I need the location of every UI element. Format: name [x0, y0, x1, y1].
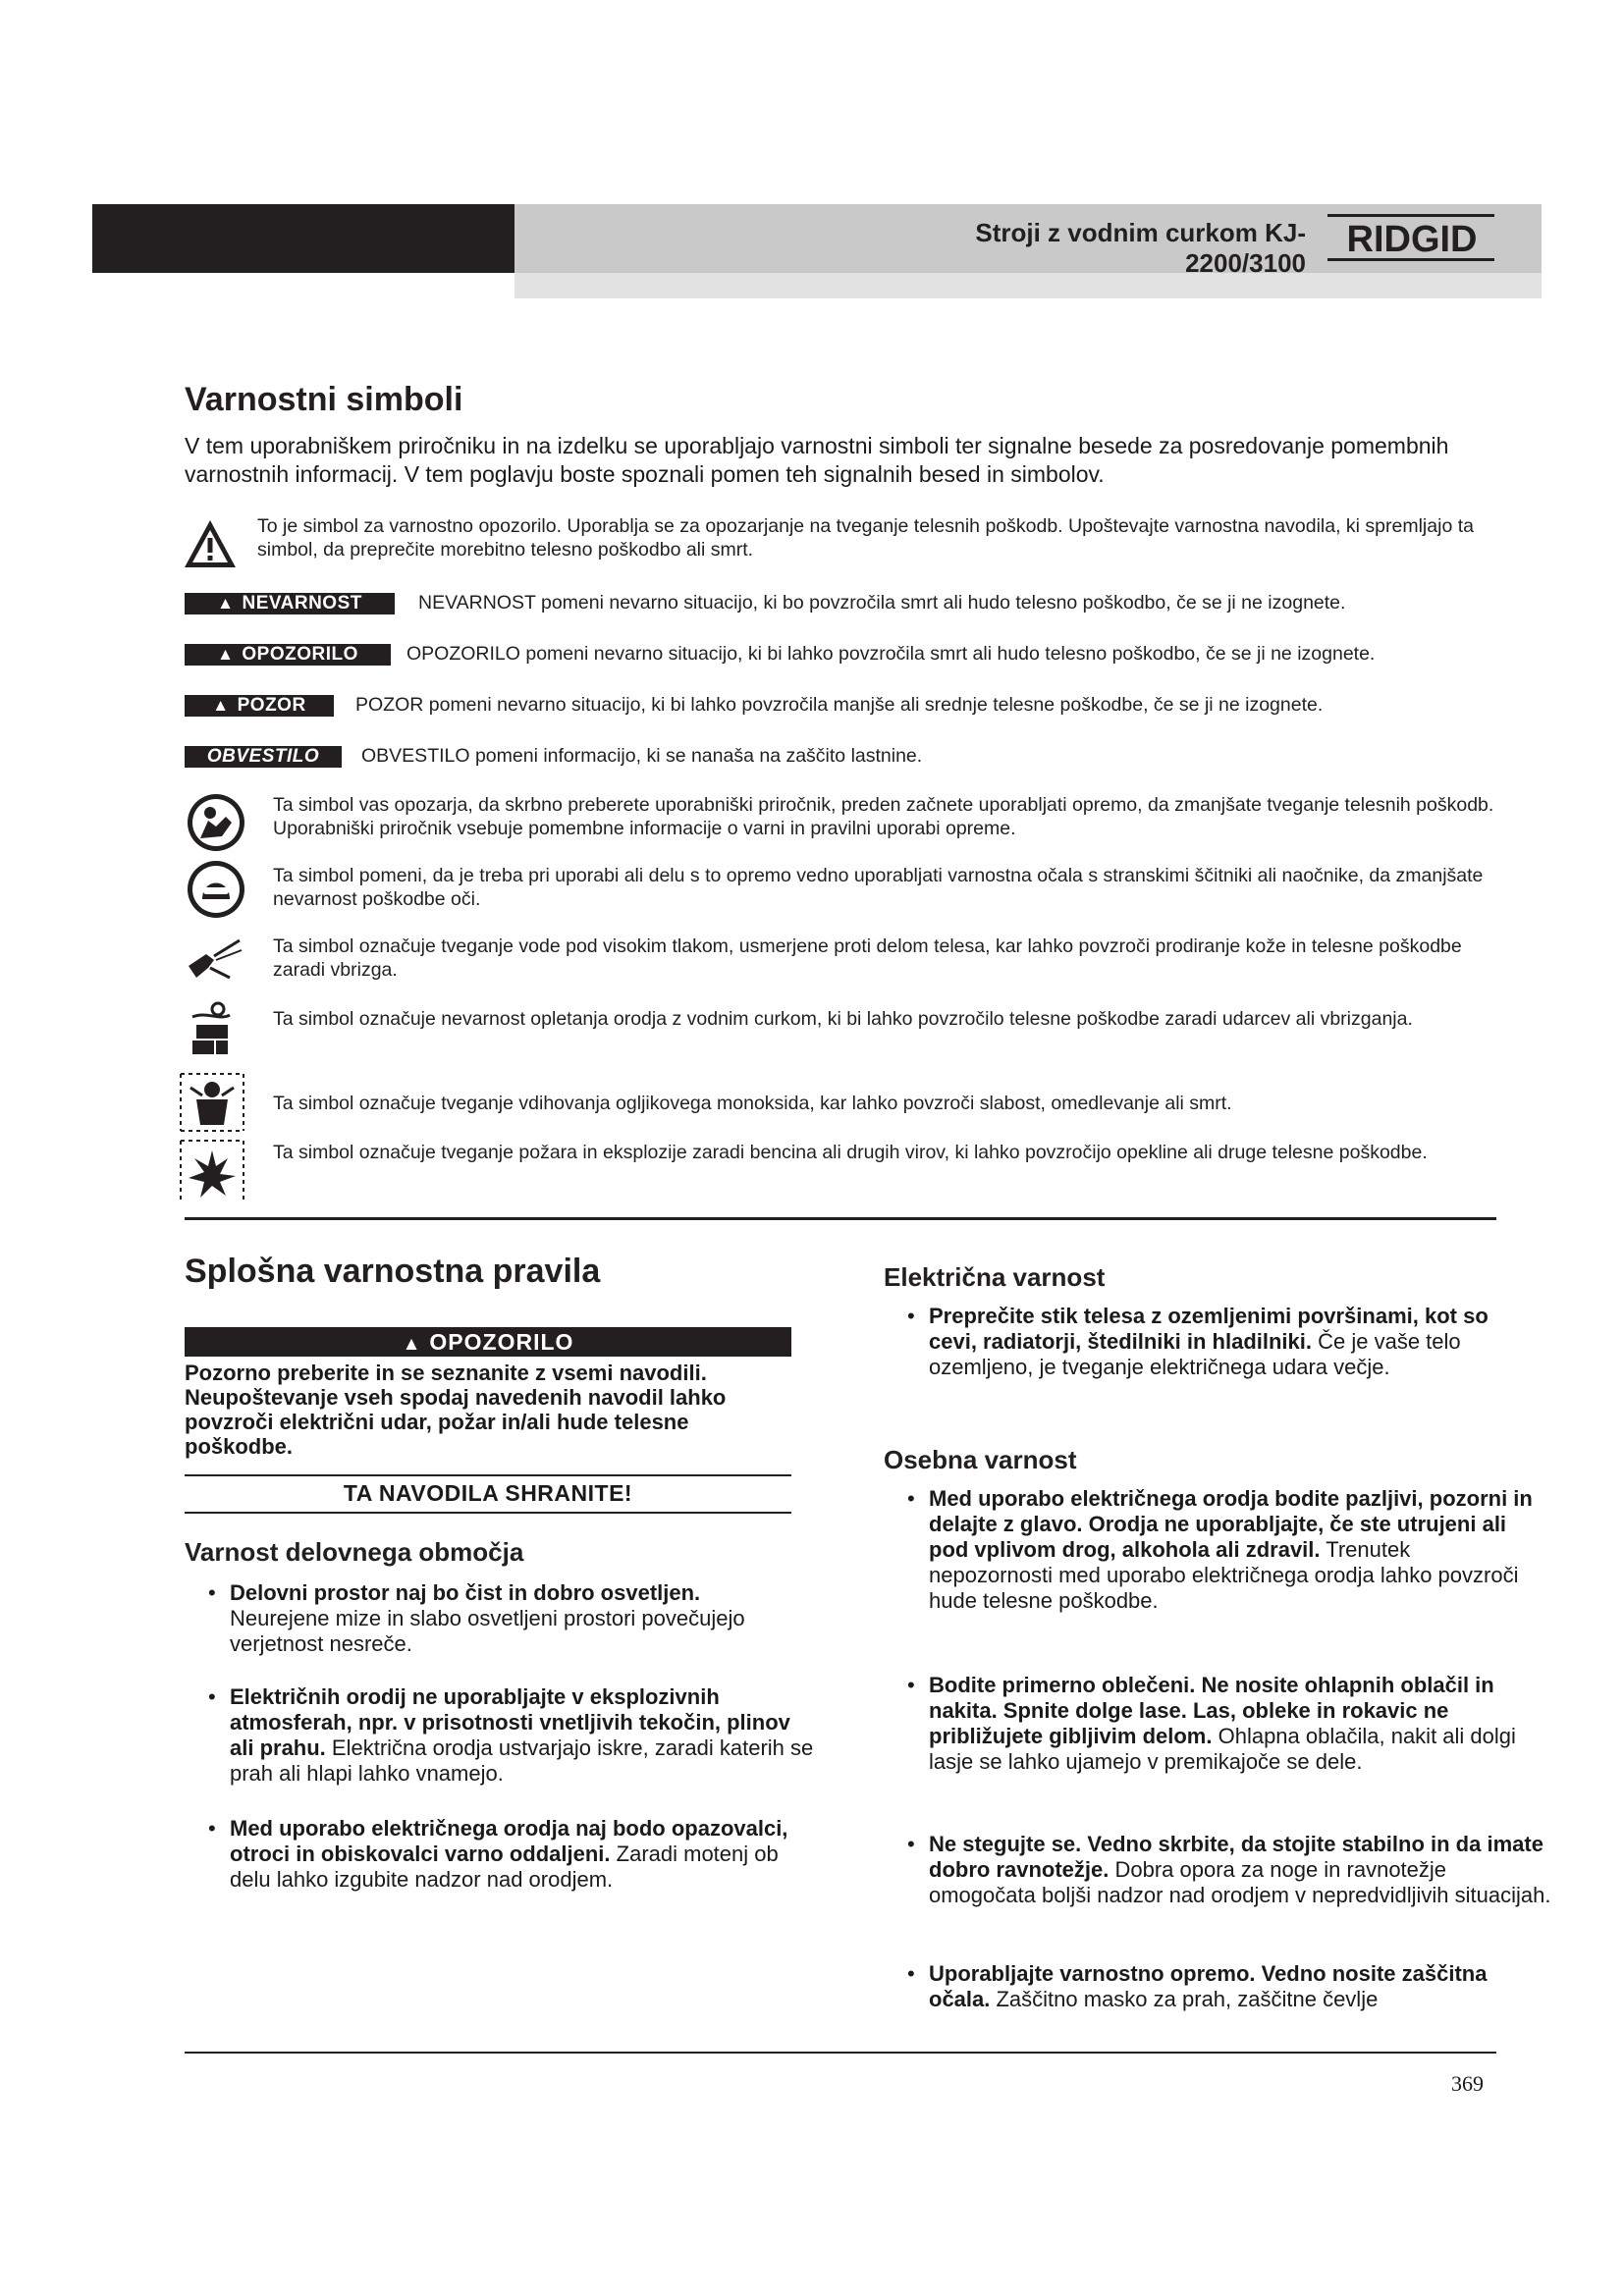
signal-caution-label: ▲ POZOR: [185, 695, 334, 717]
footer-divider: [185, 2052, 1496, 2054]
warning-triangle-icon: ▲: [217, 594, 235, 613]
signal-notice-text: OBVESTILO pomeni informacijo, ki se nanaša na zaščito lastnine.: [361, 745, 923, 767]
safety-symbols-heading: Varnostni simboli: [185, 381, 463, 418]
general-rules-heading: Splošna varnostna pravila: [185, 1253, 601, 1290]
carbon-monoxide-text: Ta simbol označuje tveganje vdihovanja ogljikovega monoksida, kar lahko povzroči slabost, omedlevanje ali smrt.: [273, 1093, 1232, 1114]
warning-triangle-icon: [183, 518, 238, 569]
list-item: • Med uporabo električnega orodja naj bodo opazovalci, otroci in obiskovalci varno oddaljeni. Zaradi motenj ob delu lahko izgubite nadzor nad orodjem.: [208, 1816, 788, 1892]
warning-triangle-icon: ▲: [217, 645, 235, 664]
whipping-hose-icon: [187, 1001, 242, 1058]
warning-triangle-icon: ▲: [402, 1334, 422, 1355]
signal-danger-label: ▲ NEVARNOST: [185, 593, 395, 614]
high-pressure-water-text: Ta simbol označuje tveganje vode pod visokim tlakom, usmerjene proti delom telesa, kar lahko povzroči prodiranje kože in telesne poškodbe zaradi vbrizga.: [273, 935, 1462, 981]
electrical-heading: Električna varnost: [884, 1262, 1106, 1292]
whipping-hose-text: Ta simbol označuje nevarnost opletanja orodja z vodnim curkom, ki bi lahko povzročilo telesne poškodbe zaradi udarcev ali vbrizganja.: [273, 1008, 1413, 1030]
safety-glasses-text: Ta simbol pomeni, da je treba pri uporabi ali delu s to opremo vedno uporabljati varnostna očala s stranskimi ščitniki ali naočnike, da zmanjšate nevarnost poškodbe oči.: [273, 865, 1484, 910]
safety-symbols-intro: V tem uporabniškem priročniku in na izdelku se uporabljajo varnostni simboli ter signalne besede za posredovanje pomembnih varnostnih informacij. V tem poglavju boste spoznali pomen teh signalnih besed in simbolov.: [185, 433, 1449, 487]
list-item: • Uporabljajte varnostno opremo. Vedno nosite zaščitna očala. Zaščitno masko za prah, zaščitne čevlje: [907, 1961, 1488, 2011]
signal-warning-label: ▲ OPOZORILO: [185, 644, 391, 666]
document-title: Stroji z vodnim curkom KJ-2200/3100: [975, 218, 1306, 278]
list-item: • Preprečite stik telesa z ozemljenimi površinami, kot so cevi, radiatorji, štedilniki in hladilniki. Če je vaše telo ozemljeno, je tveganje električnega udara večje.: [907, 1304, 1489, 1379]
list-item: • Med uporabo električnega orodja bodite pazljivi, pozorni in delajte z glavo. Orodja ne uporabljajte, če ste utrujeni ali pod vplivom drog, alkohola ali zdravil. Trenutek nepozornosti med uporabo električnega orodja lahko povzroči hude telesne poškodbe.: [907, 1486, 1533, 1613]
fire-explosion-text: Ta simbol označuje tveganje požara in eksplozije zaradi bencina ali drugih virov, ki lahko povzročijo opekline ali druge telesne poškodbe.: [273, 1142, 1428, 1163]
warning-text: Pozorno preberite in se seznanite z vsemi navodili. Neupoštevanje vseh spodaj navedenih navodil lahko povzroči električni udar, požar in/ali hude telesne poškodbe.: [185, 1361, 727, 1459]
signal-danger-text: NEVARNOST pomeni nevarno situacijo, ki bo povzročila smrt ali hudo telesno poškodbo, če se ji ne izognete.: [418, 592, 1346, 614]
work-area-heading: Varnost delovnega območja: [185, 1537, 524, 1567]
ridgid-logo: [1327, 212, 1496, 265]
high-pressure-water-icon: [185, 934, 244, 984]
read-manual-text: Ta simbol vas opozarja, da skrbno preberete uporabniški priročnik, preden začnete uporabljati opremo, da zmanjšate tveganje telesnih poškodb. Uporabniški priročnik vsebuje pomembne informacije o varni in pravilni uporabi opreme.: [273, 794, 1494, 839]
page-number: 369: [1451, 2071, 1484, 2096]
warning-bar: ▲ OPOZORILO: [185, 1327, 791, 1357]
signal-notice-label: OBVESTILO: [185, 746, 342, 768]
safety-glasses-icon: [187, 860, 245, 919]
list-item: • Ne stegujte se. Vedno skrbite, da stojite stabilno in da imate dobro ravnotežje. Dobra opora za noge in ravnotežje omogočata boljši nadzor nad orodjem v nepredvidljivih situacijah.: [907, 1832, 1551, 1907]
personal-heading: Osebna varnost: [884, 1445, 1077, 1474]
warning-triangle-icon: ▲: [212, 696, 230, 715]
fire-explosion-icon: [177, 1137, 247, 1203]
alert-symbol-text: To je simbol za varnostno opozorilo. Uporablja se za opozarjanje na tveganje telesnih poškodb. Upoštevajte varnostna navodila, ki spremljajo ta simbol, da preprečite morebitno telesno poškodbo ali smrt.: [257, 515, 1474, 561]
header-dark-band: [92, 204, 514, 273]
keep-top-line: [185, 1474, 791, 1476]
list-item: • Delovni prostor naj bo čist in dobro osvetljen. Neurejene mize in slabo osvetljeni prostori povečujejo verjetnost nesreče.: [208, 1580, 745, 1656]
signal-caution-text: POZOR pomeni nevarno situacijo, ki bi lahko povzročila manjše ali srednje telesne poškodbe, če se ji ne izognete.: [355, 694, 1324, 716]
signal-warning-text: OPOZORILO pomeni nevarno situacijo, ki bi lahko povzročila smrt ali hudo telesno poškodbo, če se ji ne izognete.: [406, 643, 1376, 665]
keep-instructions: TA NAVODILA SHRANITE!: [343, 1480, 633, 1506]
section-divider: [185, 1217, 1496, 1220]
list-item: • Električnih orodij ne uporabljajte v eksplozivnih atmosferah, npr. v prisotnosti vnetljivih tekočin, plinov ali prahu. Električna orodja ustvarjajo iskre, zaradi katerih se prah ali hlapi lahko vnamejo.: [208, 1684, 814, 1786]
logo-text: RIDGID: [1346, 219, 1478, 260]
keep-bottom-line: [185, 1512, 791, 1514]
list-item: • Bodite primerno oblečeni. Ne nosite ohlapnih oblačil in nakita. Spnite dolge lase. Las, obleke in rokavic ne približujete gibljivim delom. Ohlapna oblačila, nakit ali dolgi lasje se lahko ujamejo v premikajoče se dele.: [907, 1673, 1516, 1774]
carbon-monoxide-icon: [177, 1070, 247, 1135]
read-manual-icon: [187, 793, 245, 852]
